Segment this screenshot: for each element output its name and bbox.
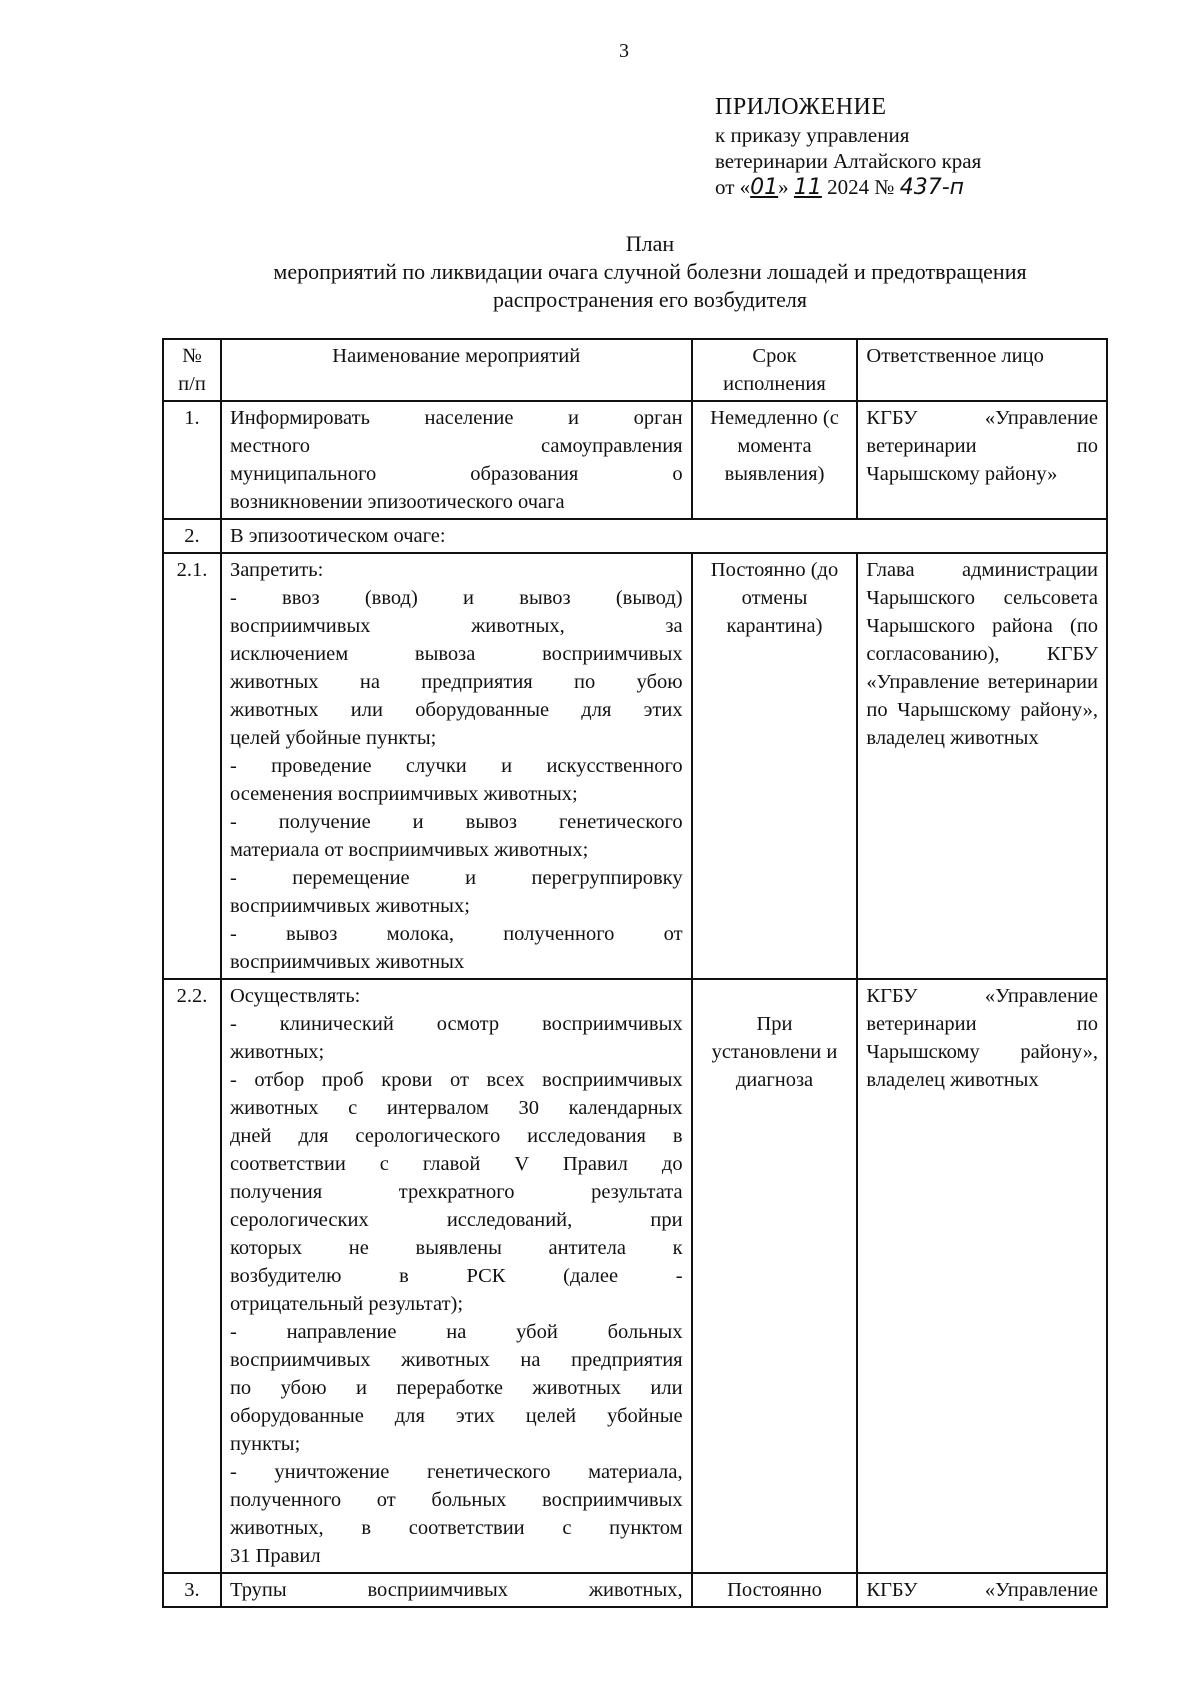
handwritten-month: 11 [793,175,822,200]
row-term: Постоянно (до отмены карантина) [692,553,858,979]
measure-line: исключением вывоза восприимчивых [229,643,683,665]
measure-line: животных на предприятия по убою [229,671,683,693]
table-row [163,553,1107,979]
plan-title-line-1: План [625,231,675,256]
row-measures [221,979,692,1573]
row-responsible: Глава администрации Чарышского сельсовета Чарышского района (по согласованию), КГБУ «Управление ветеринарии по Чарышскому району», владелец животных [857,553,1107,979]
row-number: 2.2. [163,979,221,1573]
table-row [163,519,1107,553]
measure-line: животных; [229,1041,325,1063]
page-number: 3 [619,40,629,62]
measure-line: целей убойные пункты; [229,727,437,749]
measure-line: возникновении эпизоотического очага [229,491,565,513]
row-responsible [857,1573,1107,1607]
date-mid: » [778,175,789,199]
row-responsible: КГБУ «Управление ветеринарии по Чарышскому району» [857,401,1107,519]
measure-line: Трупы восприимчивых животных, [229,1579,683,1601]
measure-line: восприимчивых животных; [229,895,470,917]
measure-line: восприимчивых животных, за [229,615,683,637]
measure-line: - направление на убой больных [229,1321,683,1343]
appendix-title: ПРИЛОЖЕНИЕ [715,94,887,120]
appendix-block [715,92,981,201]
measure-line: - уничтожение генетического материала, [229,1461,683,1483]
measure-line: Осуществлять: [229,985,361,1007]
row-number: 1. [163,401,221,519]
row-number: 2.1. [163,553,221,979]
measure-line: - вывоз молока, полученного от [229,923,683,945]
row-measures [221,553,692,979]
measure-line: - клинический осмотр восприимчивых [229,1013,683,1035]
row-number: 2. [163,519,221,553]
appendix-line-1: к приказу управления [715,123,910,147]
measure-line: местного самоуправления [229,435,683,457]
year-text: 2024 № [827,175,895,199]
measure-line: оборудованные для этих целей убойные [229,1405,683,1427]
measure-line: - ввоз (ввод) и вывоз (вывод) [229,587,683,609]
measure-line: Информировать население и орган [229,407,683,429]
measure-line: получения трехкратного результата [229,1181,683,1203]
table-header-row [163,339,1107,401]
row-responsible: КГБУ «Управление ветеринарии по Чарышскому району», владелец животных [857,979,1107,1573]
measure-line: животных, в соответствии с пунктом [229,1517,683,1539]
responsible-line: КГБУ «Управление [866,1579,1098,1601]
measure-line: - проведение случки и искусственного [229,755,683,777]
plan-title-line-3: распространения его возбудителя [492,287,808,312]
row-term: Немедленно (с момента выявления) [692,401,858,519]
measure-line: материала от восприимчивых животных; [229,839,589,861]
measure-line: осеменения восприимчивых животных; [229,783,578,805]
measure-line: отрицательный результат); [229,1293,464,1315]
measure-line: 31 Правил [229,1545,321,1567]
plan-table [162,338,1108,1608]
plan-title [100,230,1200,314]
table-row [163,401,1107,519]
measure-line: Запретить: [229,559,324,581]
measure-line: соответствии с главой V Правил до [229,1153,683,1175]
handwritten-day: 01 [750,175,779,200]
measure-line: восприимчивых животных на предприятия [229,1349,683,1371]
measure-line: возбудителю в РСК (далее - [229,1265,683,1287]
header-num: № п/п [163,339,221,401]
plan-title-line-2: мероприятий по ликвидации очага случной болезни лошадей и предотвращения [273,259,1027,284]
measure-line: животных или оборудованные для этих [229,699,683,721]
measure-line: полученного от больных восприимчивых [229,1489,683,1511]
appendix-date-line [715,174,981,201]
section-heading: В эпизоотическом очаге: [221,519,1107,553]
date-prefix: от « [715,175,751,199]
row-measures [221,401,692,519]
header-term: Срок исполнения [692,339,858,401]
row-number: 3. [163,1573,221,1607]
handwritten-order-number: 437-п [899,175,965,200]
measure-line: пункты; [229,1433,301,1455]
table-row [163,1573,1107,1607]
header-name: Наименование мероприятий [221,339,692,401]
measure-line: дней для серологического исследования в [229,1125,683,1147]
measure-line: - отбор проб крови от всех восприимчивых [229,1069,683,1091]
measure-line: - перемещение и перегруппировку [229,867,683,889]
measure-line: - получение и вывоз генетического [229,811,683,833]
row-term: Постоянно [692,1573,858,1607]
header-responsible: Ответственное лицо [857,339,1107,401]
row-term-text: При установлени и диагноза [711,1013,838,1091]
table-row [163,979,1107,1573]
measure-line: по убою и переработке животных или [229,1377,683,1399]
measure-line: восприимчивых животных [229,951,465,973]
row-measures [221,1573,692,1607]
row-term [692,979,858,1573]
measure-line: муниципального образования о [229,463,683,485]
measure-line: которых не выявлены антитела к [229,1237,683,1259]
measure-line: животных с интервалом 30 календарных [229,1097,683,1119]
appendix-line-2: ветеринарии Алтайского края [715,149,982,173]
measure-line: серологических исследований, при [229,1209,683,1231]
